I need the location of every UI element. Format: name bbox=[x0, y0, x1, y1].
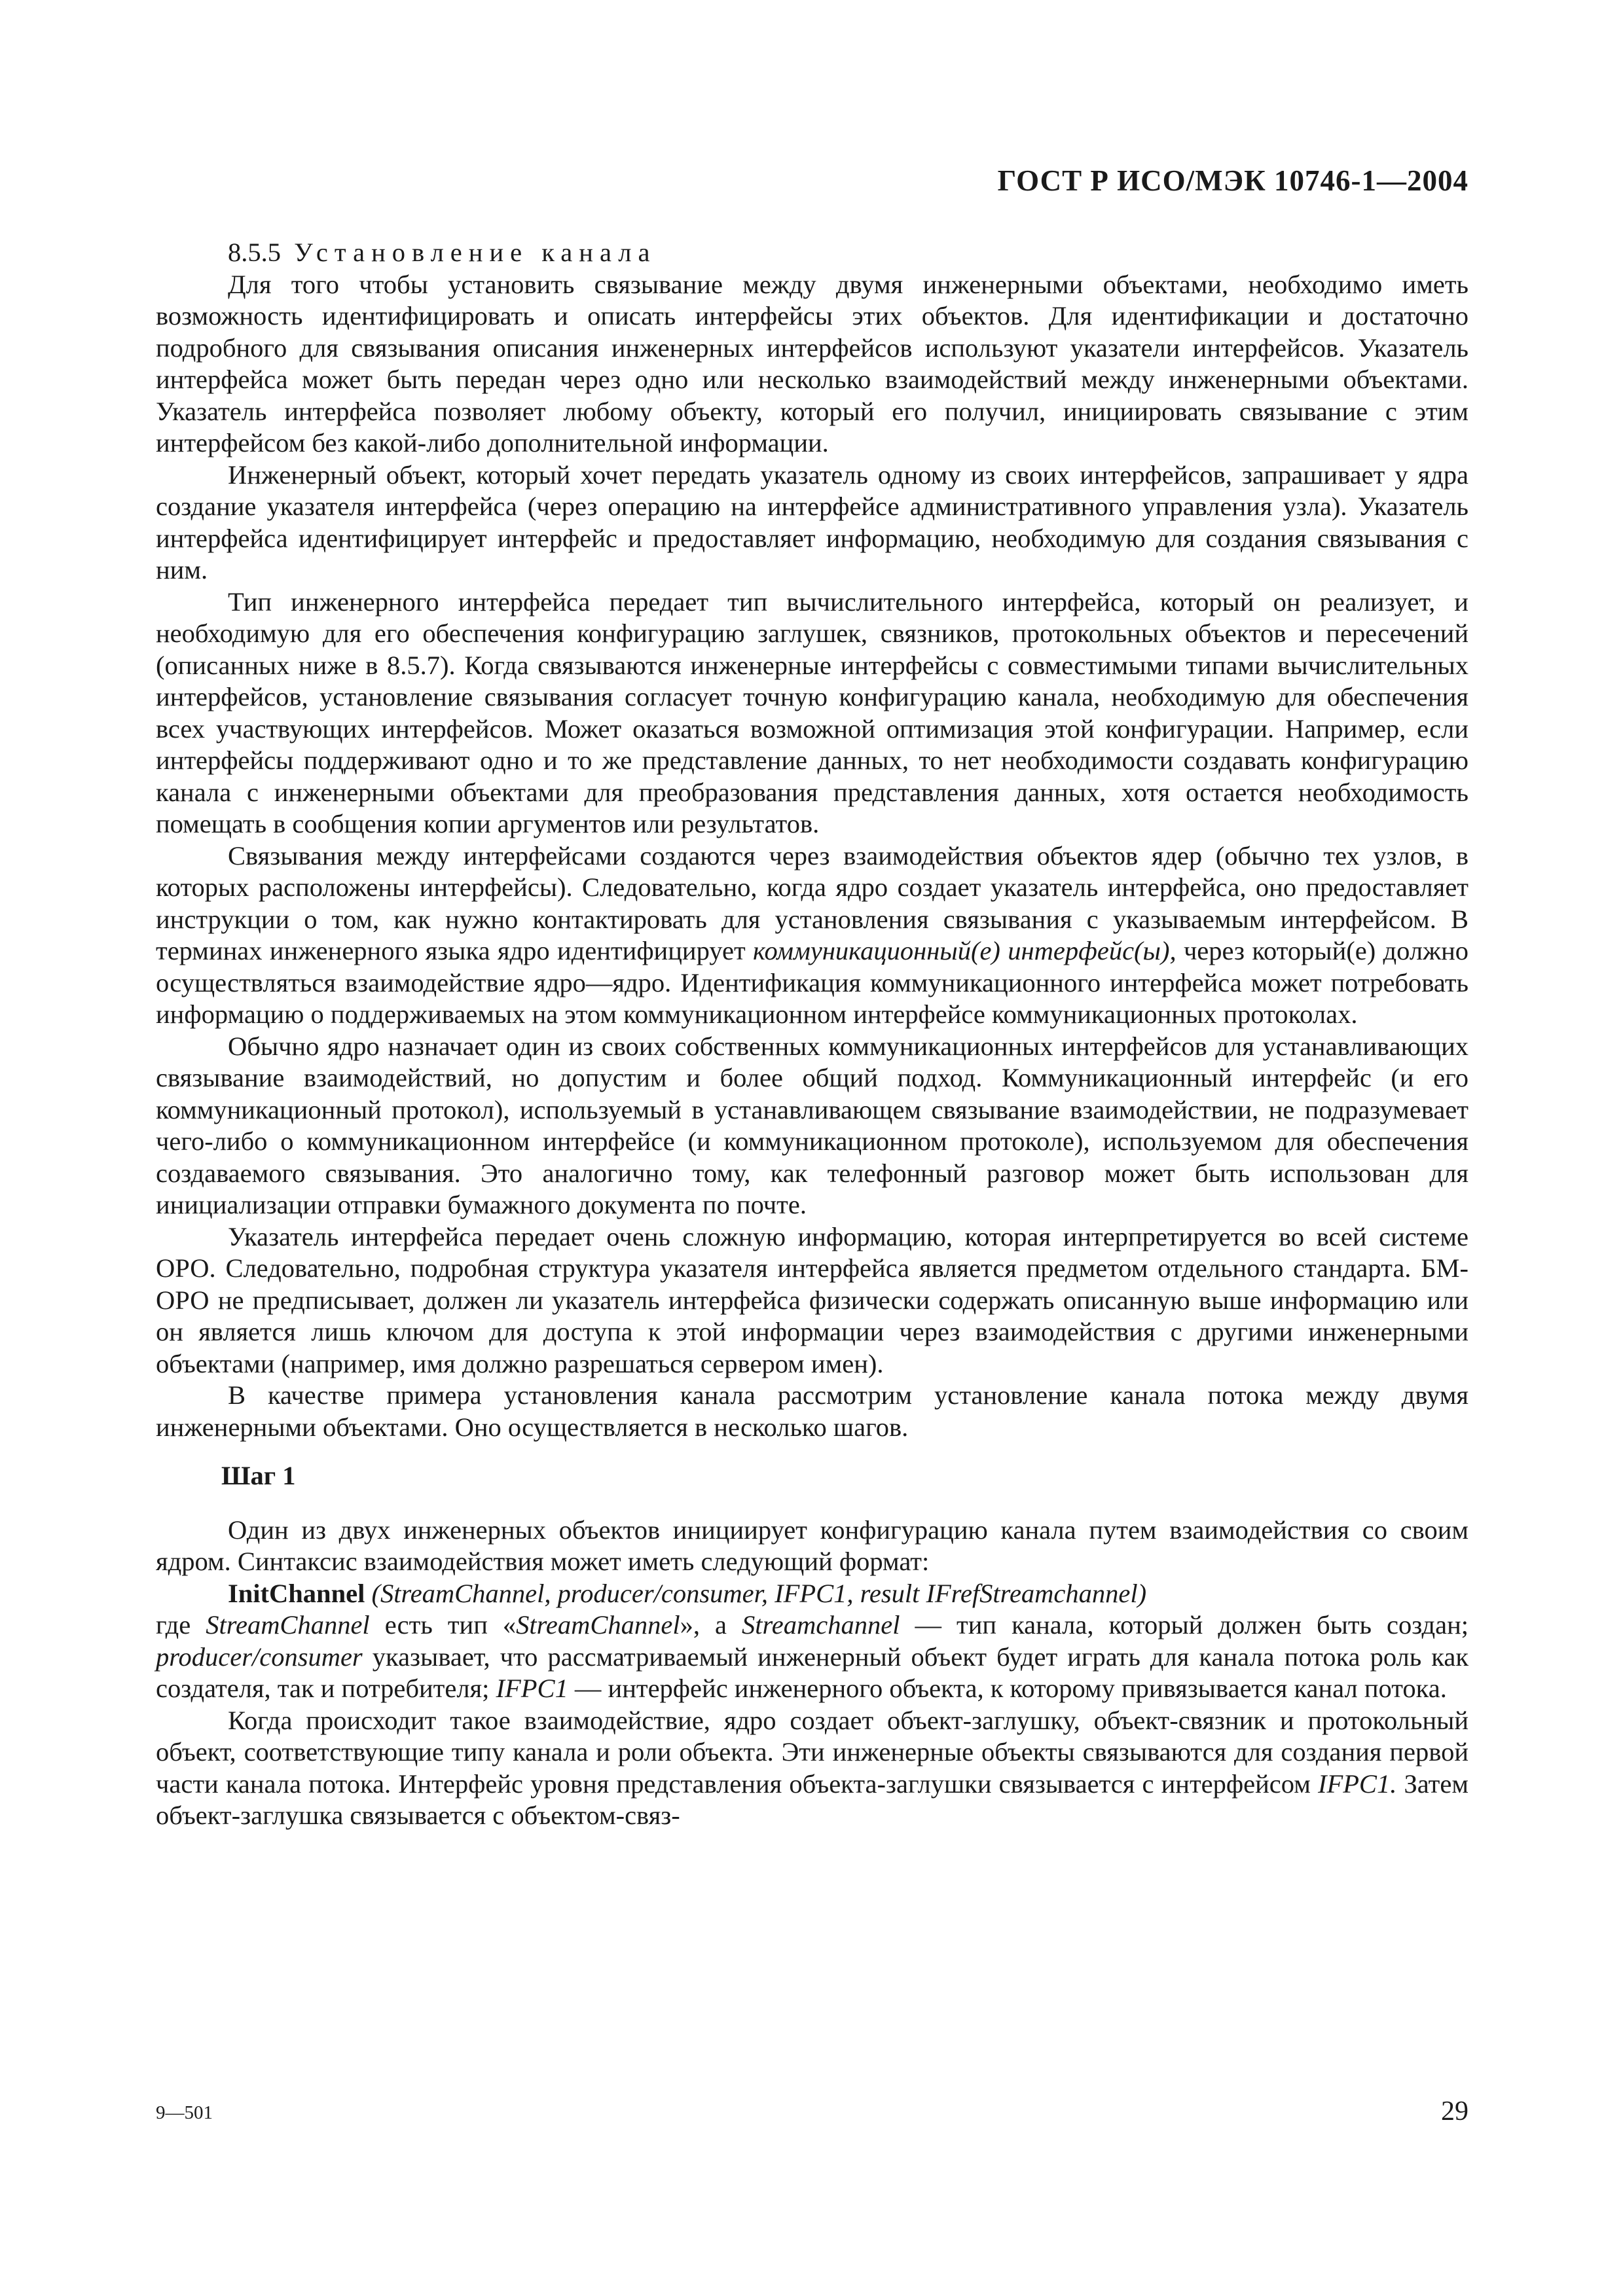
paragraph: Обычно ядро назначает один из своих собственных коммуникационных интерфейсов для устанавливающих связывание взаимодействий, но допустим и более общий подход. Коммуникационный интерфейс (и его коммуникационный протокол), используемый в устанавливающем связывание взаимодействии, не подразумевает чего-либо о коммуникационном интерфейсе (и коммуникационном протоколе), используемом для обеспечения создаваемого связывания. Это аналогично тому, как телефонный разговор может быть использован для инициализации отправки бумажного документа по почте. bbox=[156, 1031, 1468, 1219]
paragraph: В качестве примера установления канала рассмотрим установление канала потока между двумя инженерными объектами. Оно осуществляется в несколько шагов. bbox=[156, 1380, 1468, 1442]
sheet-code: 9—501 bbox=[156, 2102, 213, 2123]
paragraph-text: Связывания между интерфейсами создаются через взаимодействия объектов ядер (обычно тех узлов, в которых расположены интерфейсы). Следовательно, когда ядро создает указатель интерфейса, оно предоставляет инструкции о том, как нужно контактировать для установления связывания с указываемым интерфейсом. В терминах инженерного языка ядро идентифицирует bbox=[156, 840, 1468, 965]
paragraph bbox=[156, 840, 1468, 1031]
paragraph-text: через который(е) должно осуществляться взаимодействие ядро—ядро. Идентификация коммуникационного интерфейса может потребовать информацию о поддерживаемых на этом коммуникационном интерфейсе коммуникационных протоколах. bbox=[156, 936, 1468, 1029]
paragraph bbox=[156, 1705, 1468, 1832]
standard-header: ГОСТ Р ИСО/МЭК 10746-1—2004 bbox=[997, 164, 1468, 197]
text: есть тип « bbox=[369, 1610, 517, 1640]
document-page bbox=[156, 164, 1468, 2160]
text: где bbox=[156, 1610, 206, 1640]
text: указывает, что рассматриваемый инженерный объект будет играть для канала потока роль как создателя, так и потребителя; bbox=[156, 1641, 1468, 1703]
syntax-name: InitChannel bbox=[228, 1578, 365, 1608]
section-title: Установление канала bbox=[294, 238, 657, 267]
emphasis-term: коммуникационный(е) интерфейс(ы), bbox=[753, 936, 1176, 965]
text: », а bbox=[680, 1610, 742, 1640]
text: — тип канала, который должен быть создан; bbox=[900, 1610, 1469, 1640]
paragraph: Тип инженерного интерфейса передает тип вычислительного интерфейса, который он реализует, и необходимую для его обеспечения конфигурацию заглушек, связников, протокольных объектов и пересечений (описанных ниже в 8.5.7). Когда связываются инженерные интерфейсы с совместимыми типами вычислительных интерфейсов, установление связывания согласует точную конфигурацию канала, необходимую для обеспечения всех участвующих интерфейсов. Может оказаться возможной оптимизация этой конфигурации. Например, если интерфейсы поддерживают одно и то же представление данных, то нет необходимости создавать конфигурацию канала с инженерными объектами для преобразования представления данных, хотя остается необходимость помещать в сообщения копии аргументов или результатов. bbox=[156, 586, 1468, 838]
term: StreamChannel bbox=[516, 1610, 680, 1640]
term: Streamchannel bbox=[742, 1610, 900, 1640]
term: StreamChannel bbox=[206, 1610, 370, 1640]
paragraph: Указатель интерфейса передает очень сложную информацию, которая интерпретируется во всей системе ОРО. Следовательно, подробная структура указателя интерфейса является предметом отдельного стандарта. БМ-ОРО не предписывает, должен ли указатель интерфейса физически содержать описанную выше информацию или он является лишь ключом для доступа к этой информации через взаимодействия с другими инженерными объектами (например, имя должно разрешаться сервером имен). bbox=[156, 1221, 1468, 1378]
emphasis-term: IFPC1. bbox=[1317, 1768, 1397, 1799]
term: producer/consumer bbox=[156, 1641, 363, 1672]
syntax-explanation bbox=[156, 1609, 1468, 1705]
section-number: 8.5.5 bbox=[228, 238, 281, 267]
paragraph-text: Затем объект-заглушка связывается с объектом-связ- bbox=[156, 1768, 1468, 1830]
paragraph: Один из двух инженерных объектов инициирует конфигурацию канала путем взаимодействия со своим ядром. Синтаксис взаимодействия может иметь следующий формат: bbox=[156, 1515, 1468, 1576]
section-heading bbox=[156, 237, 1468, 269]
syntax-args: (StreamChannel, producer/consumer, IFPC1, result IFrefStreamchannel) bbox=[371, 1578, 1147, 1608]
step-heading: Шаг 1 bbox=[221, 1461, 296, 1490]
page-number: 29 bbox=[1441, 2096, 1468, 2126]
paragraph: Инженерный объект, который хочет передать указатель одному из своих интерфейсов, запрашивает у ядра создание указателя интерфейса (через операцию на интерфейсе административного управления узла). Указатель интерфейса идентифицирует интерфейс и предоставляет информацию, необходимую для создания связывания с ним. bbox=[156, 459, 1468, 584]
document-body bbox=[156, 237, 1468, 1832]
syntax-line bbox=[156, 1578, 1468, 1610]
paragraph-text: Когда происходит такое взаимодействие, ядро создает объект-заглушку, объект-связник и протокольный объект, соответствующие типу канала и роли объекта. Эти инженерные объекты связываются для создания первой части канала потока. Интерфейс уровня представления объекта-заглушки связывается с интерфейсом bbox=[156, 1705, 1468, 1799]
paragraph: Для того чтобы установить связывание между двумя инженерными объектами, необходимо иметь возможность идентифицировать и описать интерфейсы этих объектов. Для идентификации и достаточно подробного для связывания описания инженерных интерфейсов используют указатели интерфейсов. Указатель интерфейса может быть передан через одно или несколько взаимодействий между инженерными объектами. Указатель интерфейса позволяет любому объекту, который его получил, инициировать связывание с этим интерфейсом без какой-либо дополнительной информации. bbox=[156, 269, 1468, 457]
text: — интерфейс инженерного объекта, к которому привязывается канал потока. bbox=[568, 1674, 1447, 1703]
term: IFPC1 bbox=[496, 1674, 568, 1703]
